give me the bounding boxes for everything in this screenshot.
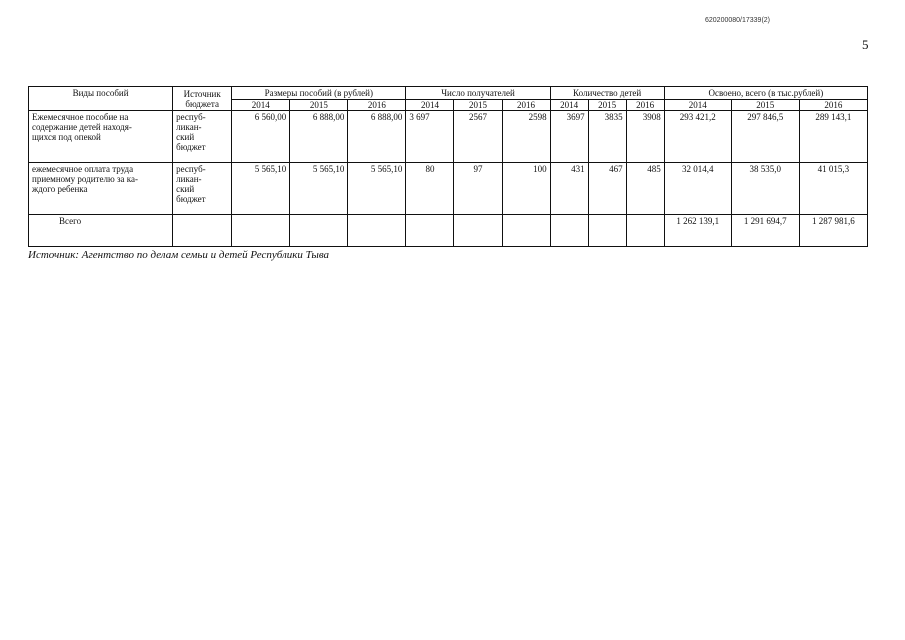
empty-cell (550, 215, 588, 247)
children-cell: 485 (626, 163, 664, 215)
budget-source-line: ликан- (176, 122, 202, 132)
table-row (29, 163, 868, 215)
benefit-name-line: Ежемесячное пособие на (32, 112, 129, 122)
benefit-name-line: щихся под опекой (32, 132, 101, 142)
benefit-name (29, 111, 173, 163)
total-label: Всего (29, 215, 173, 247)
spent-cell: 293 421,2 (664, 111, 731, 163)
empty-cell (588, 215, 626, 247)
year-header: 2014 (664, 100, 731, 111)
recipients-cell: 100 (502, 163, 550, 215)
amount-cell: 6 560,00 (232, 111, 290, 163)
header-types: Виды пособий (29, 87, 173, 111)
header-recipients: Число получателей (406, 87, 550, 100)
empty-cell (290, 215, 348, 247)
amount-cell: 6 888,00 (348, 111, 406, 163)
header-amounts: Размеры пособий (в рублей) (232, 87, 406, 100)
year-header: 2015 (454, 100, 502, 111)
spent-cell: 289 143,1 (799, 111, 867, 163)
benefit-name-line: содержание детей находя- (32, 122, 132, 132)
budget-source-line: бюджет (176, 194, 206, 204)
budget-source-line: бюджет (176, 142, 206, 152)
empty-cell (454, 215, 502, 247)
year-header: 2014 (550, 100, 588, 111)
empty-cell (626, 215, 664, 247)
table-header-row (29, 87, 868, 100)
header-spent: Освоено, всего (в тыс.рублей) (664, 87, 867, 100)
document-number: 620200080/17339(2) (705, 17, 771, 24)
budget-source (173, 163, 232, 215)
table-row (29, 111, 868, 163)
children-cell: 431 (550, 163, 588, 215)
page-number: 5 (862, 37, 869, 52)
empty-cell (173, 215, 232, 247)
recipients-cell: 2598 (502, 111, 550, 163)
budget-source-line: ский (176, 184, 195, 194)
year-header: 2016 (348, 100, 406, 111)
recipients-cell: 97 (454, 163, 502, 215)
year-header: 2016 (502, 100, 550, 111)
total-spent-cell: 1 291 694,7 (731, 215, 799, 247)
total-spent-cell: 1 287 981,6 (799, 215, 867, 247)
children-cell: 3835 (588, 111, 626, 163)
table-total-row (29, 215, 868, 247)
spent-cell: 38 535,0 (731, 163, 799, 215)
benefits-table (28, 86, 868, 247)
children-cell: 3908 (626, 111, 664, 163)
budget-source (173, 111, 232, 163)
source-note: Источник: Агентство по делам семьи и детей Республики Тыва (28, 249, 330, 261)
year-header: 2015 (731, 100, 799, 111)
header-source-line1: Источник (183, 88, 221, 99)
header-children: Количество детей (550, 87, 664, 100)
amount-cell: 6 888,00 (290, 111, 348, 163)
budget-source-line: респуб- (176, 164, 206, 174)
benefit-name (29, 163, 173, 215)
recipients-cell: 80 (406, 163, 454, 215)
spent-cell: 297 846,5 (731, 111, 799, 163)
total-spent-cell: 1 262 139,1 (664, 215, 731, 247)
recipients-cell: 2567 (454, 111, 502, 163)
header-source (173, 87, 232, 111)
amount-cell: 5 565,10 (232, 163, 290, 215)
children-cell: 3697 (550, 111, 588, 163)
empty-cell (348, 215, 406, 247)
amount-cell: 5 565,10 (348, 163, 406, 215)
empty-cell (502, 215, 550, 247)
spent-cell: 41 015,3 (799, 163, 867, 215)
budget-source-line: ский (176, 132, 195, 142)
year-header: 2014 (406, 100, 454, 111)
year-header: 2015 (290, 100, 348, 111)
benefit-name-line: ежемесячное оплата труда (32, 164, 134, 174)
year-header: 2015 (588, 100, 626, 111)
year-header: 2016 (626, 100, 664, 111)
empty-cell (406, 215, 454, 247)
amount-cell: 5 565,10 (290, 163, 348, 215)
budget-source-line: респуб- (176, 112, 206, 122)
empty-cell (232, 215, 290, 247)
recipients-cell: 3 697 (406, 111, 454, 163)
spent-cell: 32 014,4 (664, 163, 731, 215)
year-header: 2014 (232, 100, 290, 111)
year-header: 2016 (799, 100, 867, 111)
benefit-name-line: приемному родителю за ка- (32, 174, 138, 184)
header-source-line2: бюджета (185, 98, 219, 109)
children-cell: 467 (588, 163, 626, 215)
budget-source-line: ликан- (176, 174, 202, 184)
benefit-name-line: ждого ребенка (32, 184, 88, 194)
